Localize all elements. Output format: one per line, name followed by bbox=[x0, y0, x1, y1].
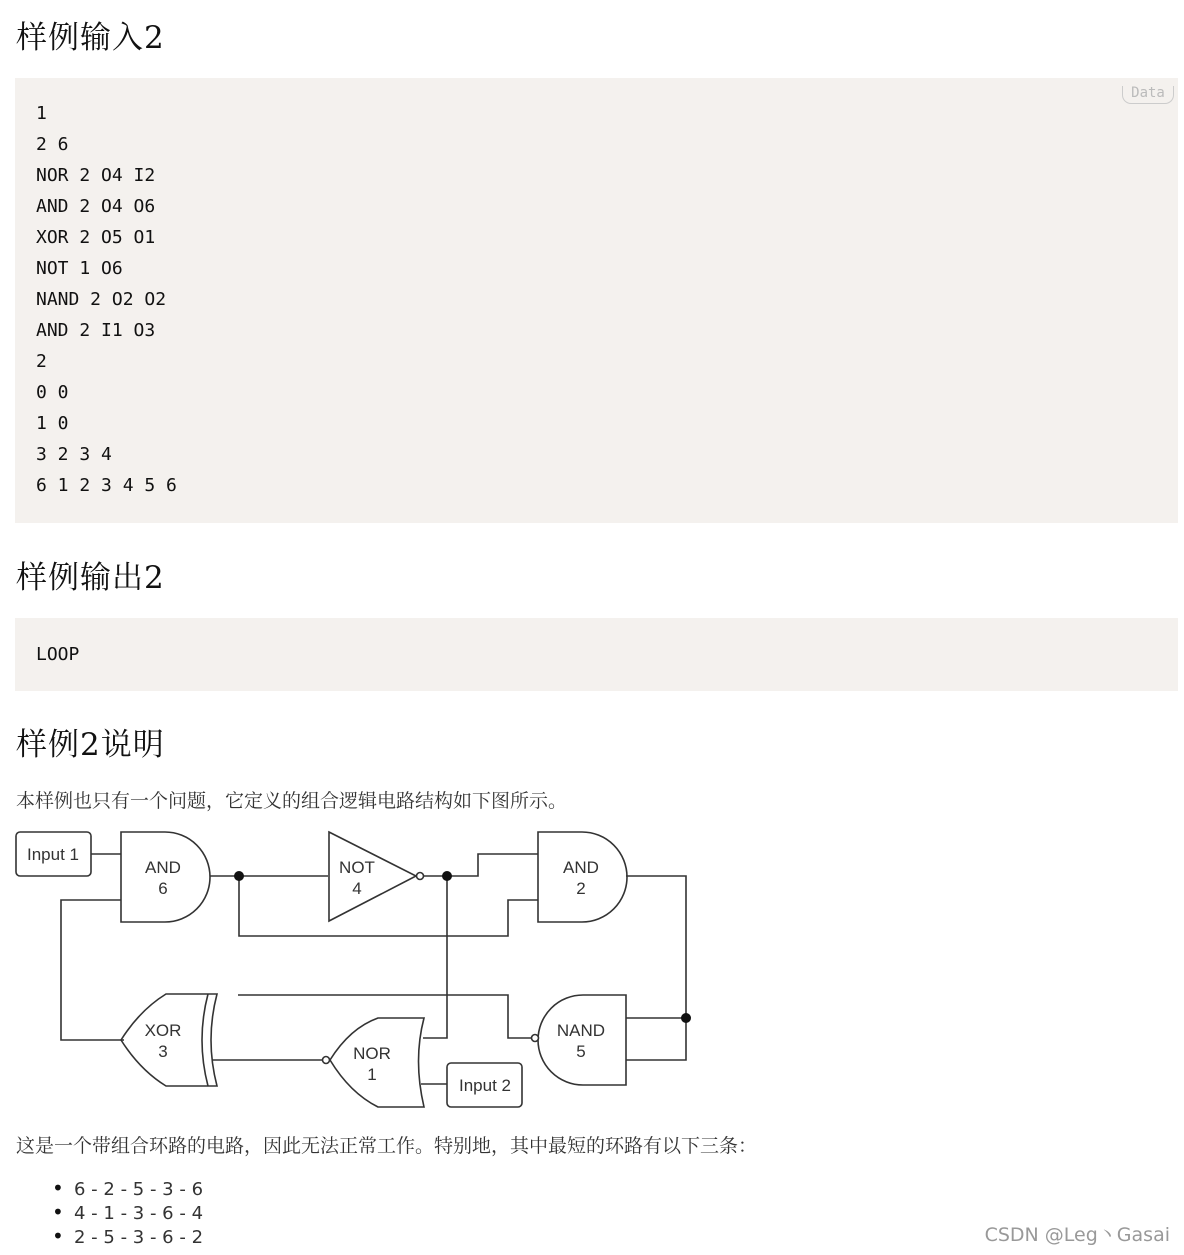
gate-not-4-type: NOT bbox=[339, 858, 375, 877]
csdn-watermark: CSDN @Leg丶Gasai bbox=[984, 1224, 1170, 1246]
gate-nand-5-type: NAND bbox=[556, 1021, 606, 1040]
code-line: NOR 2 O4 I2 bbox=[36, 165, 156, 186]
code-line: XOR 2 O5 O1 bbox=[36, 227, 156, 248]
code-line: NOT 1 O6 bbox=[36, 258, 123, 279]
gate-and-2-id: 2 bbox=[576, 879, 586, 898]
explanation-text: 本样例也只有一个问题，它定义的组合逻辑电路结构如下图所示。 bbox=[16, 790, 568, 812]
code-line: LOOP bbox=[36, 644, 80, 665]
junction-dot bbox=[234, 871, 244, 881]
code-line: 3 2 3 4 bbox=[36, 444, 112, 465]
data-copy-button[interactable]: Data bbox=[1122, 86, 1174, 104]
input-code-lines bbox=[36, 98, 177, 501]
code-line: NAND 2 O2 O2 bbox=[36, 289, 167, 310]
loop-explanation-text: 这是一个带组合环路的电路，因此无法正常工作。特别地，其中最短的环路有以下三条： bbox=[16, 1135, 758, 1157]
input-1-label: Input 1 bbox=[27, 845, 79, 864]
loop-list-item: • 2 - 5 - 3 - 6 - 2 bbox=[52, 1224, 203, 1248]
gate-and-6-id: 6 bbox=[158, 879, 168, 898]
code-line: AND 2 I1 O3 bbox=[36, 320, 156, 341]
gate-and-6-type: AND bbox=[145, 858, 181, 877]
sample-input-heading: 样例输入2 bbox=[16, 20, 165, 56]
code-line: 2 bbox=[36, 351, 47, 372]
gate-nor-1-type: NOR bbox=[353, 1044, 391, 1063]
sample-explanation-heading: 样例2说明 bbox=[16, 727, 165, 763]
loop-list-item: • 4 - 1 - 3 - 6 - 4 bbox=[52, 1200, 203, 1224]
code-line: 6 1 2 3 4 5 6 bbox=[36, 475, 177, 496]
loop-list-item: • 6 - 2 - 5 - 3 - 6 bbox=[52, 1176, 203, 1200]
junction-dot bbox=[681, 1013, 691, 1023]
output-code-lines bbox=[36, 639, 79, 670]
code-line: 1 0 bbox=[36, 413, 69, 434]
gate-not-4-id: 4 bbox=[352, 879, 362, 898]
sample-output-block bbox=[15, 618, 1178, 691]
code-line: 0 0 bbox=[36, 382, 69, 403]
loop-list bbox=[52, 1176, 203, 1248]
gate-xor-3-id: 3 bbox=[158, 1042, 168, 1061]
junction-dot bbox=[442, 871, 452, 881]
sample-output-heading: 样例输出2 bbox=[16, 560, 165, 596]
gate-and-2-type: AND bbox=[563, 858, 599, 877]
code-line: 2 6 bbox=[36, 134, 69, 155]
gate-xor-3-type: XOR bbox=[144, 1021, 182, 1040]
input-2-label: Input 2 bbox=[459, 1076, 511, 1095]
circuit-diagram bbox=[0, 820, 700, 1115]
gate-nand-5-id: 5 bbox=[576, 1042, 586, 1061]
sample-input-block bbox=[15, 78, 1178, 523]
code-line: 1 bbox=[36, 103, 47, 124]
gate-nor-1-id: 1 bbox=[367, 1065, 377, 1084]
code-line: AND 2 O4 O6 bbox=[36, 196, 156, 217]
